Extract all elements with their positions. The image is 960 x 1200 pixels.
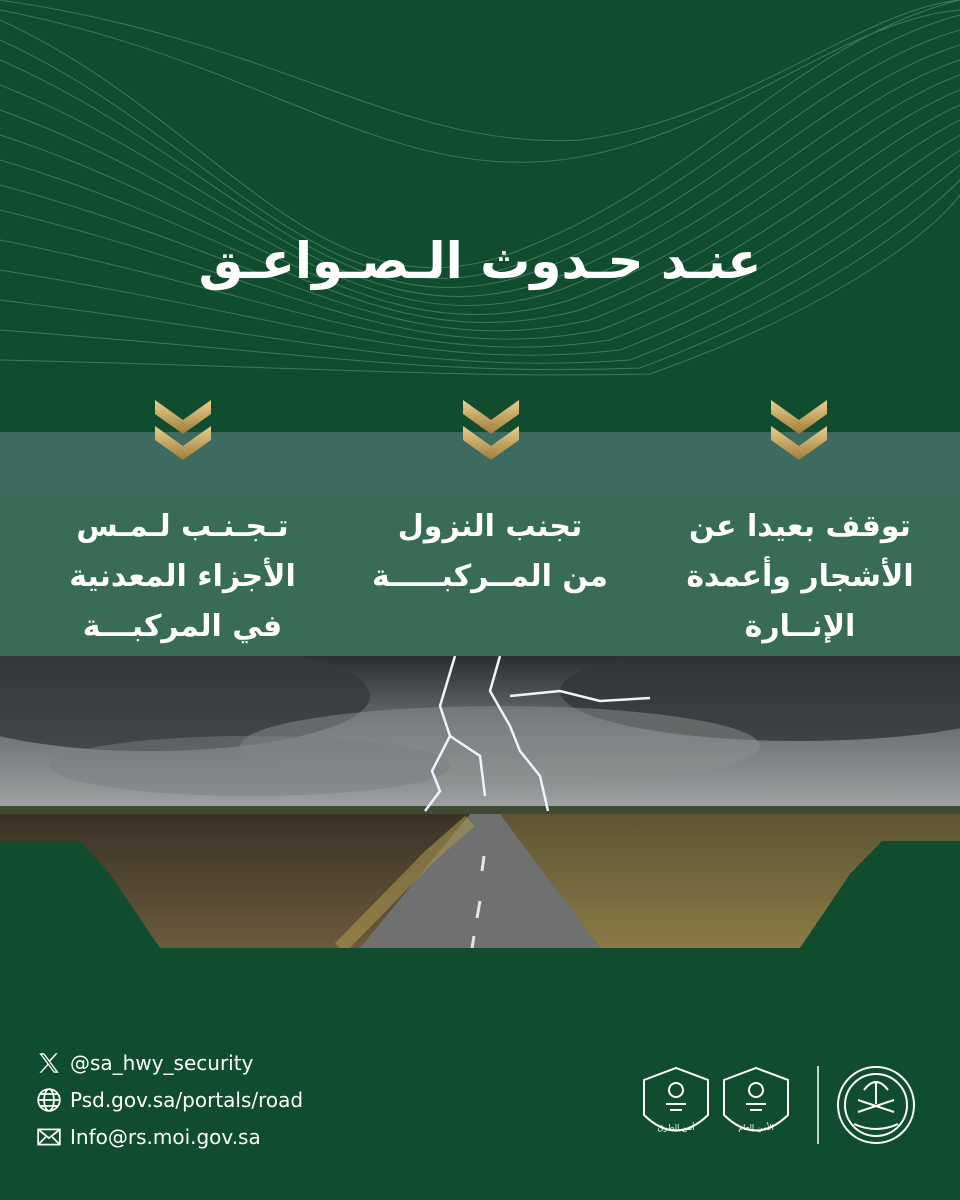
- road-security-logo: [644, 1068, 708, 1132]
- footer-links: [36, 1044, 456, 1155]
- public-security-logo: [724, 1068, 788, 1132]
- chevron-down-icon: [769, 398, 829, 464]
- tip-stop-away-from-trees: توقف بعيدا عن الأشجار وأعمدة الإنــارة: [686, 509, 914, 644]
- chevron-down-icon: [461, 398, 521, 464]
- svg-text:أمن الطرق: أمن الطرق: [657, 1123, 695, 1132]
- twitter-handle: @sa_hwy_security: [70, 1050, 254, 1075]
- storm-road-photo: [0, 656, 960, 948]
- email-address: Info@rs.moi.gov.sa: [70, 1124, 261, 1149]
- agency-logos: [636, 1060, 926, 1150]
- email-link[interactable]: [36, 1118, 456, 1155]
- website-url: Psd.gov.sa/portals/road: [70, 1087, 304, 1112]
- tip-avoid-exiting-vehicle: تجنب النزول من المــركبـــــة: [371, 509, 608, 594]
- x-twitter-icon: [36, 1050, 62, 1076]
- svg-text:الأمن العام: الأمن العام: [738, 1123, 774, 1132]
- twitter-link[interactable]: [36, 1044, 456, 1081]
- mail-icon: [36, 1124, 62, 1150]
- globe-icon: [36, 1087, 62, 1113]
- website-link[interactable]: [36, 1081, 456, 1118]
- chevron-down-icon: [153, 398, 213, 464]
- decorative-wave-lines: [0, 0, 960, 380]
- page-title: عنـد حـدوث الـصـواعـق: [198, 232, 762, 290]
- tip-avoid-touching-metal: تـجـنـب لـمـس الأجزاء المعدنية في المركبـــة: [69, 509, 296, 644]
- ministry-emblem-logo: [838, 1067, 914, 1143]
